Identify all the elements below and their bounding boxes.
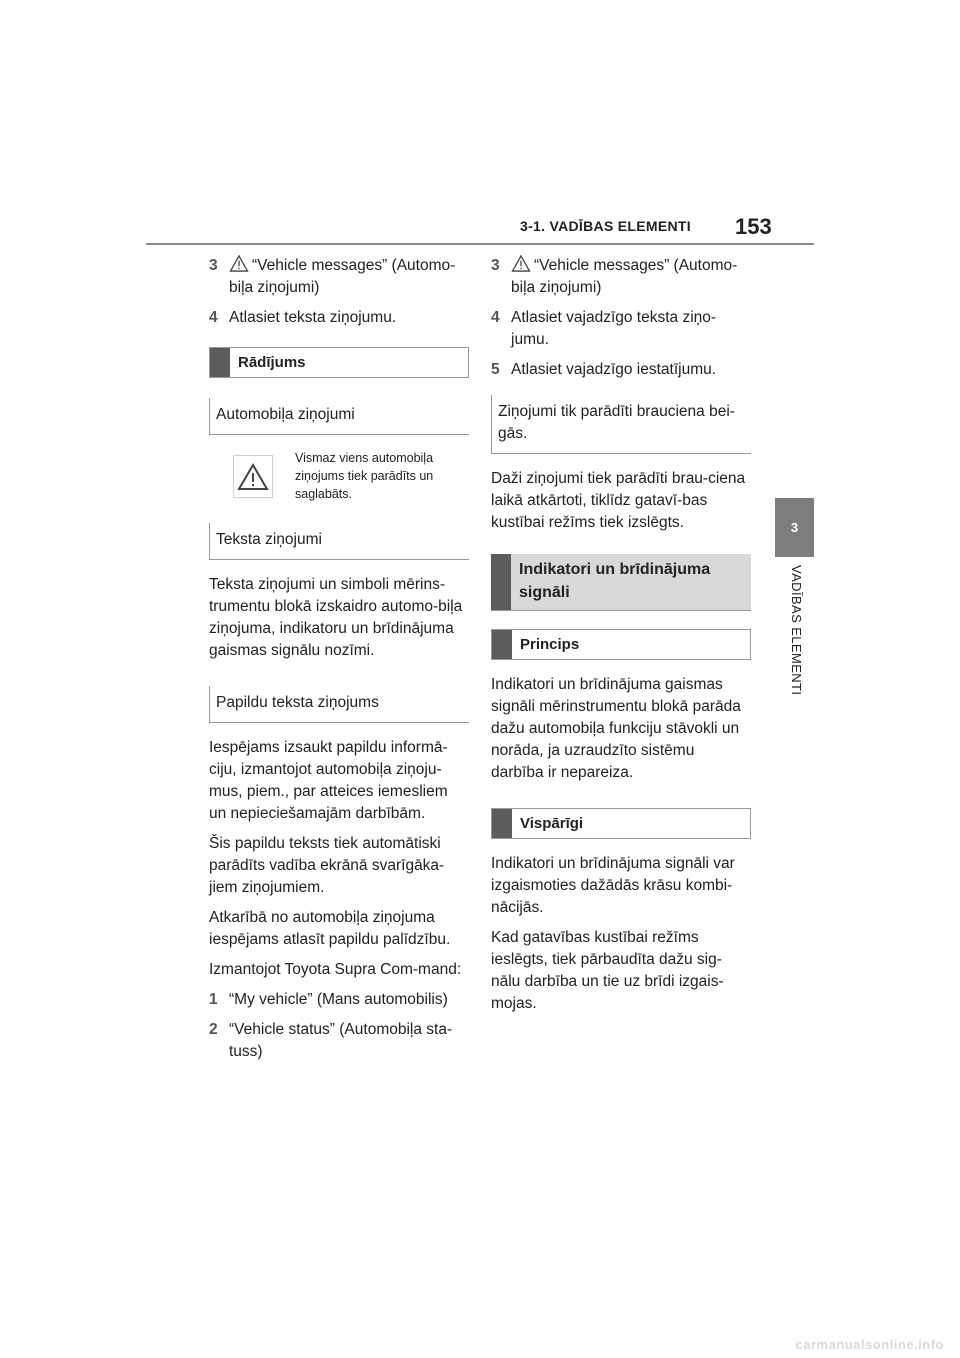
right-column — [491, 255, 751, 1023]
step-3 — [491, 255, 751, 299]
paragraph: Kad gatavības kustībai režīms ieslēgts, tiek pārbaudīta dažu sig-nālu darbība un tie uz brīdi izgais-mojas. — [491, 929, 724, 1012]
warning-triangle-icon — [237, 463, 269, 491]
warning-triangle-icon — [229, 255, 249, 272]
paragraph: Izmantojot Toyota Supra Com-mand: — [209, 961, 462, 978]
subheading-additional-text: Papildu teksta ziņojums — [209, 686, 469, 723]
paragraph: Indikatori un brīdinājuma signāli var izgaismoties dažādās krāsu kombi-nācijās. — [491, 855, 735, 916]
step-number: 4 — [491, 309, 500, 326]
heading-bar — [492, 809, 512, 838]
chapter-tab — [775, 498, 814, 557]
warning-note — [233, 449, 469, 503]
chapter-side-label: VADĪBAS ELEMENTI — [789, 565, 804, 696]
step-number: 3 — [491, 257, 500, 274]
step-5 — [491, 359, 751, 381]
subheading-end-of-drive: Ziņojumi tik parādīti brauciena bei-gās. — [491, 395, 751, 454]
step-number: 1 — [209, 991, 218, 1008]
heading-general — [491, 808, 751, 839]
warning-text: Vismaz viens automobiļa ziņojums tiek parādīts un saglabāts. — [295, 451, 434, 501]
step-number: 4 — [209, 309, 218, 326]
heading-text: Princips — [520, 636, 580, 653]
header-rule — [146, 243, 814, 245]
step-3 — [209, 255, 469, 299]
warning-icon-frame — [233, 455, 273, 498]
chapter-number: 3 — [790, 520, 799, 535]
watermark: carmanualsonline.info — [795, 1337, 944, 1352]
subheading-car-messages: Automobiļa ziņojumi — [209, 398, 469, 435]
paragraph: Šis papildu teksts tiek automātiski parādīts vadība ekrānā svarīgāka-jiem ziņojumiem. — [209, 835, 445, 896]
step-text: “Vehicle messages” (Automo-biļa ziņojumi) — [229, 257, 456, 296]
step-text: Atlasiet teksta ziņojumu. — [229, 309, 397, 326]
left-column — [209, 255, 469, 1071]
step-text: Atlasiet vajadzīgo iestatījumu. — [511, 361, 717, 378]
step-text: “Vehicle messages” (Automo-biļa ziņojumi) — [511, 257, 738, 296]
heading-bar — [492, 630, 512, 659]
paragraph: Atkarībā no automobiļa ziņojuma iespējams atlasīt papildu palīdzību. — [209, 909, 451, 948]
paragraph: Iespējams izsaukt papildu informā-ciju, izmantojot automobiļa ziņoju-mus, piem., par atteices iemesliem un nepieciešamajām darbībām. — [209, 739, 448, 822]
paragraph: Teksta ziņojumi un simboli mērins-trumentu blokā izskaidro automo-biļa ziņojuma, indikatoru un brīdinājuma gaismas signālu nozīmi. — [209, 576, 463, 659]
step-text: “My vehicle” (Mans automobilis) — [229, 991, 448, 1008]
paragraph: Indikatori un brīdinājuma gaismas signāli mērinstrumentu blokā parāda dažu automobiļa funkciju stāvokli un norāda, ja uzraudzīto sistēmu darbība ir nepareiza. — [491, 676, 741, 781]
heading-text: Rādījums — [238, 354, 306, 371]
heading-display — [209, 347, 469, 378]
step-2 — [209, 1019, 469, 1063]
step-text: “Vehicle status” (Automobiļa sta-tuss) — [229, 1021, 453, 1060]
heading-indicators — [491, 554, 751, 611]
subheading-text-messages: Teksta ziņojumi — [209, 523, 469, 560]
heading-text: Vispārīgi — [520, 815, 584, 832]
heading-text: Indikatori un brīdinājuma signāli — [519, 561, 711, 601]
step-number: 3 — [209, 257, 218, 274]
heading-bar — [491, 554, 511, 610]
step-text: Atlasiet vajadzīgo teksta ziņo-jumu. — [511, 309, 717, 348]
warning-triangle-icon — [511, 255, 531, 272]
step-4 — [491, 307, 751, 351]
heading-principle — [491, 629, 751, 660]
paragraph: Daži ziņojumi tiek parādīti brau-ciena laikā atkārtoti, tiklīdz gatavī-bas kustībai režīms tiek izslēgts. — [491, 470, 746, 531]
section-title: 3-1. VADĪBAS ELEMENTI — [520, 218, 691, 234]
step-number: 2 — [209, 1021, 218, 1038]
page-number: 153 — [735, 214, 772, 239]
step-4 — [209, 307, 469, 329]
heading-bar — [210, 348, 230, 377]
step-number: 5 — [491, 361, 500, 378]
step-1 — [209, 989, 469, 1011]
